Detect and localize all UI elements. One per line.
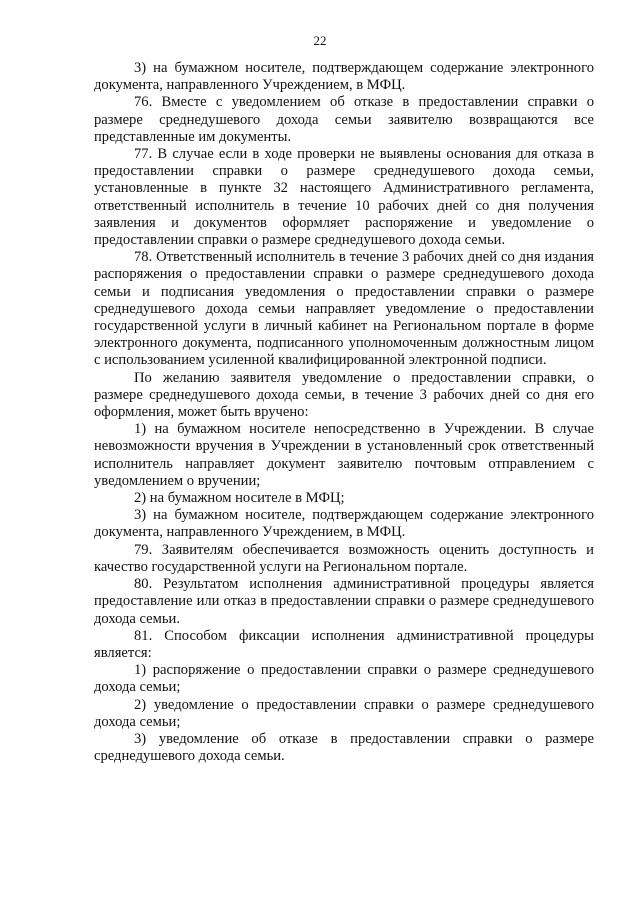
paragraph-option-3-paper-electronic: 3) на бумажном носителе, подтверждающем содержание электронного документа, направленного Учреждением, в МФЦ. [94, 507, 594, 541]
paragraph-applicant-request: По желанию заявителя уведомление о предоставлении справки, о размере среднедушевого дохода семьи, в течение 3 рабочих дней со дня его оформления, может быть вручено: [94, 369, 594, 421]
paragraph-option-2-paper-mfc: 2) на бумажном носителе в МФЦ; [134, 490, 345, 507]
paragraph-79: 79. Заявителям обеспечивается возможность оценить доступность и качество государственной услуги на Региональном портале. [94, 541, 594, 575]
paragraph-76: 76. Вместе с уведомлением об отказе в предоставлении справки о размере среднедушевого дохода семьи заявителю возвращаются все представленные им документы. [94, 94, 594, 145]
paragraph-fixation-2: 2) уведомление о предоставлении справки о размере среднедушевого дохода семьи; [94, 696, 594, 730]
paragraph-fixation-1: 1) распоряжение о предоставлении справки о размере среднедушевого дохода семьи; [94, 662, 594, 696]
paragraph-77: 77. В случае если в ходе проверки не выявлены основания для отказа в предоставлении справки о размере среднедушевого дохода семьи, установленные в пункте 32 настоящего Административного регламента, ответственный исполнитель в течение 10 рабочих дней со дня получения заявления и документов оформляет распоряжение и уведомление о предоставлении справки о размере среднедушевого дохода семьи. [94, 146, 594, 249]
page-number: 22 [313, 33, 327, 48]
paragraph-80: 80. Результатом исполнения административной процедуры является предоставление или отказ в предоставлении справки о размере среднедушевого дохода семьи. [94, 576, 594, 627]
paragraph-fixation-3: 3) уведомление об отказе в предоставлении справки о размере среднедушевого дохода семьи. [94, 730, 594, 765]
paragraph-81: 81. Способом фиксации исполнения административной процедуры является: [94, 627, 594, 661]
paragraph-option-1-paper-institution: 1) на бумажном носителе непосредственно в Учреждении. В случае невозможности вручения в Учреждении в установленный срок ответственный исполнитель направляет документ заявителю почтовым отправлением с уведомлением о вручении; [94, 421, 594, 489]
paragraph-78: 78. Ответственный исполнитель в течение 3 рабочих дней со дня издания распоряжения о предоставлении справки о размере среднедушевого дохода семьи и подписания уведомления о предоставлении справки о размере среднедушевого дохода семьи направляет уведомление о предоставлении государственной услуги в личный кабинет на Региональном портале в форме электронного документа, подписанного уполномоченным должностным лицом с использованием усиленной квалифицированной электронной подписи. [94, 249, 594, 369]
document-body [94, 60, 594, 765]
paragraph-delivery-3-mfc-electronic: 3) на бумажном носителе, подтверждающем содержание электронного документа, направленного Учреждением, в МФЦ. [94, 60, 594, 94]
